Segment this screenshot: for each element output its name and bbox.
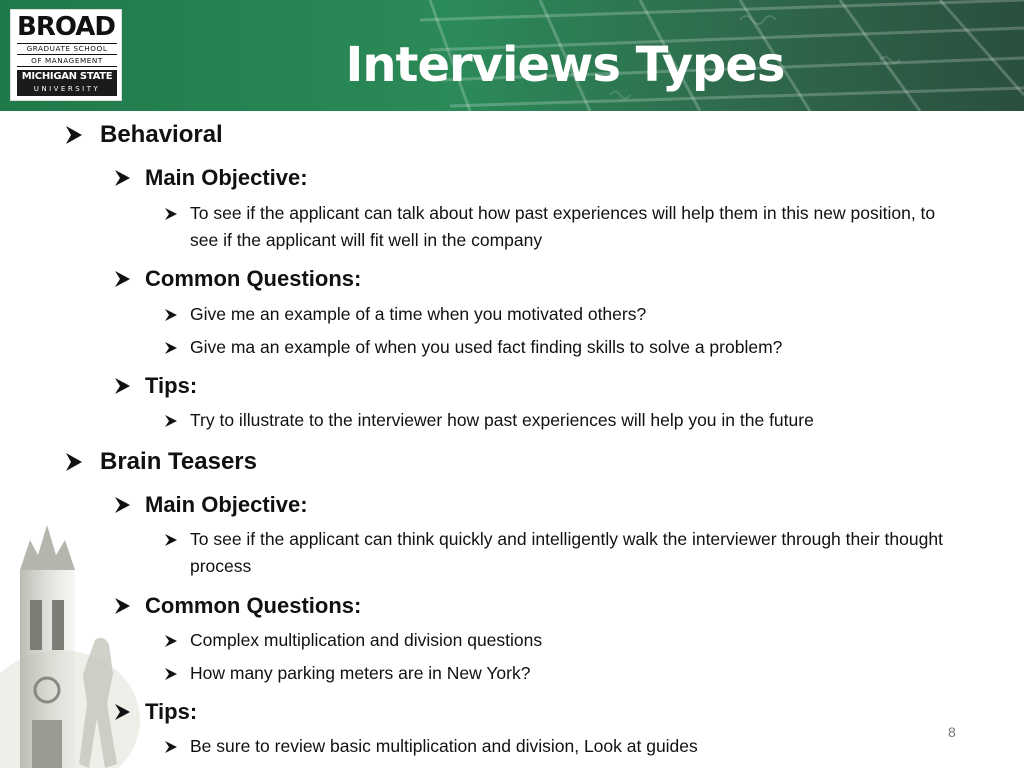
behavioral-objective-text — [160, 200, 950, 254]
logo-of-management: OF MANAGEMENT — [17, 56, 117, 67]
behavioral-tips — [110, 372, 197, 400]
arrow-bullet-icon — [60, 120, 100, 150]
teasers-objective-text — [160, 526, 950, 580]
arrow-bullet-icon — [110, 265, 145, 293]
arrow-bullet-icon — [160, 200, 190, 227]
subheading-label: Main Objective: — [145, 165, 308, 190]
arrow-bullet-icon — [60, 447, 100, 477]
bullet-text: Try to illustrate to the interviewer how past experiences will help you in the future — [190, 410, 814, 430]
subheading-label: Tips: — [145, 373, 198, 398]
logo-graduate-school: GRADUATE SCHOOL — [17, 43, 117, 55]
page-number: 8 — [948, 724, 956, 740]
bullet-text: Complex multiplication and division questions — [190, 630, 543, 650]
teasers-question-1 — [160, 627, 950, 654]
arrow-bullet-icon — [160, 627, 190, 654]
bullet-text: Give me an example of a time when you motivated others? — [190, 304, 647, 324]
subheading-label: Main Objective: — [145, 492, 308, 517]
logo-msu-university: UNIVERSITY — [33, 85, 101, 93]
arrow-bullet-icon — [160, 334, 190, 361]
arrow-bullet-icon — [110, 491, 145, 519]
arrow-bullet-icon — [110, 164, 145, 192]
bullet-text: To see if the applicant can talk about how past experiences will help them in this new position, to see if the applicant will fit well in the company — [190, 203, 936, 250]
arrow-bullet-icon — [160, 660, 190, 687]
bullet-text: Be sure to review basic multiplication and division, Look at guides — [190, 736, 698, 756]
arrow-bullet-icon — [110, 698, 145, 726]
logo-broad-wordmark: BROAD — [17, 12, 115, 42]
section-brain-teasers — [60, 447, 257, 477]
arrow-bullet-icon — [160, 301, 190, 328]
bullet-text: How many parking meters are in New York? — [190, 663, 531, 683]
subheading-label: Common Questions: — [145, 266, 362, 291]
behavioral-common-questions — [110, 265, 361, 293]
section-behavioral — [60, 120, 223, 150]
slide-title: Interviews Types — [345, 37, 785, 93]
behavioral-question-1 — [160, 301, 950, 328]
section-heading: Brain Teasers — [100, 448, 257, 475]
arrow-bullet-icon — [110, 372, 145, 400]
section-heading: Behavioral — [100, 121, 223, 148]
arrow-bullet-icon — [160, 526, 190, 553]
logo-msu-name: MICHIGAN STATE — [21, 71, 113, 82]
teasers-main-objective — [110, 491, 308, 519]
teasers-question-2 — [160, 660, 950, 687]
subheading-label: Common Questions: — [145, 593, 362, 618]
behavioral-tip-1 — [160, 407, 950, 434]
teasers-tips — [110, 698, 197, 726]
teasers-common-questions — [110, 592, 361, 620]
behavioral-question-2 — [160, 334, 950, 361]
teasers-tip-1 — [160, 733, 950, 760]
behavioral-main-objective — [110, 164, 308, 192]
subheading-label: Tips: — [145, 699, 198, 724]
arrow-bullet-icon — [110, 592, 145, 620]
arrow-bullet-icon — [160, 733, 190, 760]
arrow-bullet-icon — [160, 407, 190, 434]
bullet-text: To see if the applicant can think quickly and intelligently walk the interviewer through their thought process — [190, 529, 943, 576]
bullet-text: Give ma an example of when you used fact finding skills to solve a problem? — [190, 337, 783, 357]
